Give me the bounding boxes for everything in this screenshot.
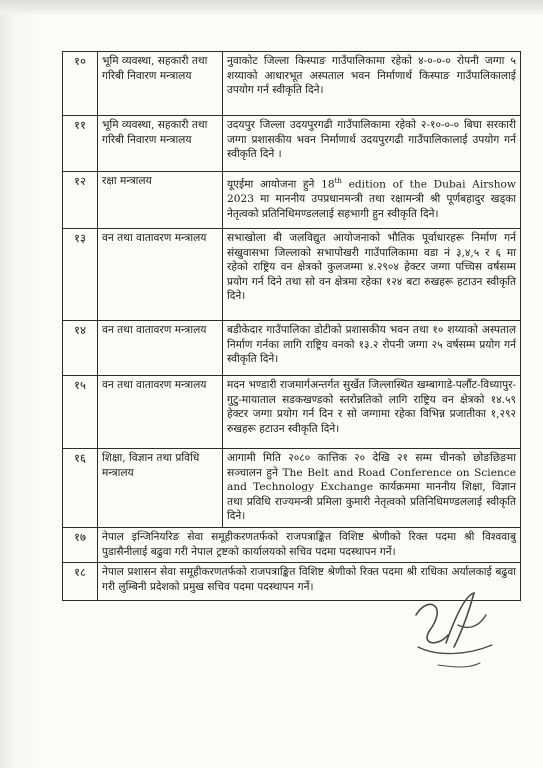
row-number: १८ [63, 563, 98, 601]
table-row [63, 229, 521, 321]
ministry-name: वन तथा वातावरण मन्त्रालय [98, 321, 223, 376]
ministry-name: शिक्षा, विज्ञान तथा प्रविधि मन्त्रालय [98, 449, 223, 528]
decision-text: नेपाल इन्जिनियरिङ सेवा समूहीकरणतर्फको राजपत्राङ्कित विशिष्ट श्रेणीको रिक्त पदमा श्री विश्ववाबु पुडासैनीलाई बढुवा गरी नेपाल ट्रष्टको कार्यालयको सचिव पदमा पदस्थापन गर्ने। [98, 527, 521, 562]
table-row [63, 376, 521, 449]
ordinal-suffix: th [334, 177, 342, 185]
row-number: १० [63, 52, 98, 116]
decision-text: आगामी मिति २०८० कात्तिक २० देखि २१ सम्म चीनको छोङछिङमा सञ्चालन हुने The Belt and Road Conference on Science and Technology Exchange कार्यक्रममा माननीय शिक्षा, विज्ञान तथा प्रविधि राज्यमन्त्री प्रमिला कुमारी नेतृत्वको प्रतिनिधिमण्डललाई स्वीकृति दिने। [223, 449, 521, 528]
row-number: १२ [63, 172, 98, 229]
table-row [63, 172, 521, 229]
ministry-name: रक्षा मन्त्रालय [98, 172, 223, 229]
row-number: १५ [63, 376, 98, 449]
table-row [63, 52, 521, 116]
decision-table [62, 51, 521, 601]
decision-text-part: edition of the Dubai Airshow 2023 मा माननीय उपप्रधानमन्त्री तथा रक्षामन्त्री श्री पूर्णबहादुर खड्का नेतृत्वको प्रतिनिधिमण्डललाई सहभागी हुन स्वीकृति दिने। [227, 178, 516, 220]
decision-text [223, 172, 521, 229]
decision-text: सभाखोला बी जलविद्युत आयोजनाको भौतिक पूर्वाधारहरू निर्माण गर्न संखुवासभा जिल्लाको सभापोखरी गाउँपालिकामा वडा नं ३,४,५ र ६ मा रहेको राष्ट्रिय वन क्षेत्रको कुलजम्मा ४.२९०४ हेक्टर जग्गा पच्चिस वर्षसम्म प्रयोग गर्न दिने तथा सो वन क्षेत्रमा रहेका १२४ बटा रुखहरू हटाउन स्वीकृति दिने। [223, 229, 521, 321]
page-top-edge [0, 0, 543, 14]
ministry-name: भूमि व्यवस्था, सहकारी तथा गरिबी निवारण मन्त्रालय [98, 116, 223, 172]
row-number: १३ [63, 229, 98, 321]
decision-text: उदयपुर जिल्ला उदयपुरगढी गाउँपालिकामा रहेको २-१०-०-० बिघा सरकारी जग्गा प्रशासकीय भवन निर्माणार्थ उदयपुरगढी गाउँपालिकालाई उपयोग गर्न स्वीकृति दिने । [223, 116, 521, 172]
table-row [63, 449, 521, 528]
row-number: १७ [63, 527, 98, 562]
row-number: १६ [63, 449, 98, 528]
ministry-name: वन तथा वातावरण मन्त्रालय [98, 229, 223, 321]
decision-text: बडीकेदार गाउँपालिका डोटीको प्रशासकीय भवन तथा १० शय्याको अस्पताल निर्माण गर्नका लागि राष्ट्रिय वनको १३.२ रोपनी जग्गा २५ वर्षसम्म प्रयोग गर्न स्वीकृति दिने। [223, 321, 521, 376]
table-row [63, 527, 521, 562]
row-number: ११ [63, 116, 98, 172]
table-row [63, 321, 521, 376]
ministry-name: वन तथा वातावरण मन्त्रालय [98, 376, 223, 449]
handwritten-signature [408, 585, 498, 680]
decision-text: मदन भण्डारी राजमार्गअन्तर्गत सुर्खेत जिल्लास्थित खम्बागाडे-पर्लौट-विध्यापुर-गुटु-मायाताल सडकखण्डको स्तरोन्नतिको लागि राष्ट्रिय वन क्षेत्रको १४.५९ हेक्टर जग्गा प्रयोग गर्न दिन र सो जग्गामा रहेका विभिन्न प्रजातीका १,२९२ रुखहरू हटाउन स्वीकृति दिने। [223, 376, 521, 449]
decision-text-part: यूएईमा आयोजना हुने 18 [227, 178, 335, 191]
table-row [63, 116, 521, 172]
ministry-name: भूमि व्यवस्था, सहकारी तथा गरिबी निवारण मन्त्रालय [98, 52, 223, 116]
row-number: १४ [63, 321, 98, 376]
decision-text: नेपाल प्रशासन सेवा समूहीकरणतर्फको राजपत्राङ्कित विशिष्ट श्रेणीको रिक्त पदमा श्री राधिका अर्यालकाई बढुवा गरी लुम्बिनी प्रदेशको प्रमुख सचिव पदमा पदस्थापन गर्ने। [98, 563, 521, 601]
decision-text: नुवाकोट जिल्ला किस्पाङ गाउँपालिकामा रहेको ४-०-०-० रोपनी जग्गा ५ शय्याको आधारभूत अस्पताल भवन निर्माणार्थ किस्पाङ गाउँपालिकालाई उपयोग गर्न स्वीकृति दिने। [223, 52, 521, 116]
